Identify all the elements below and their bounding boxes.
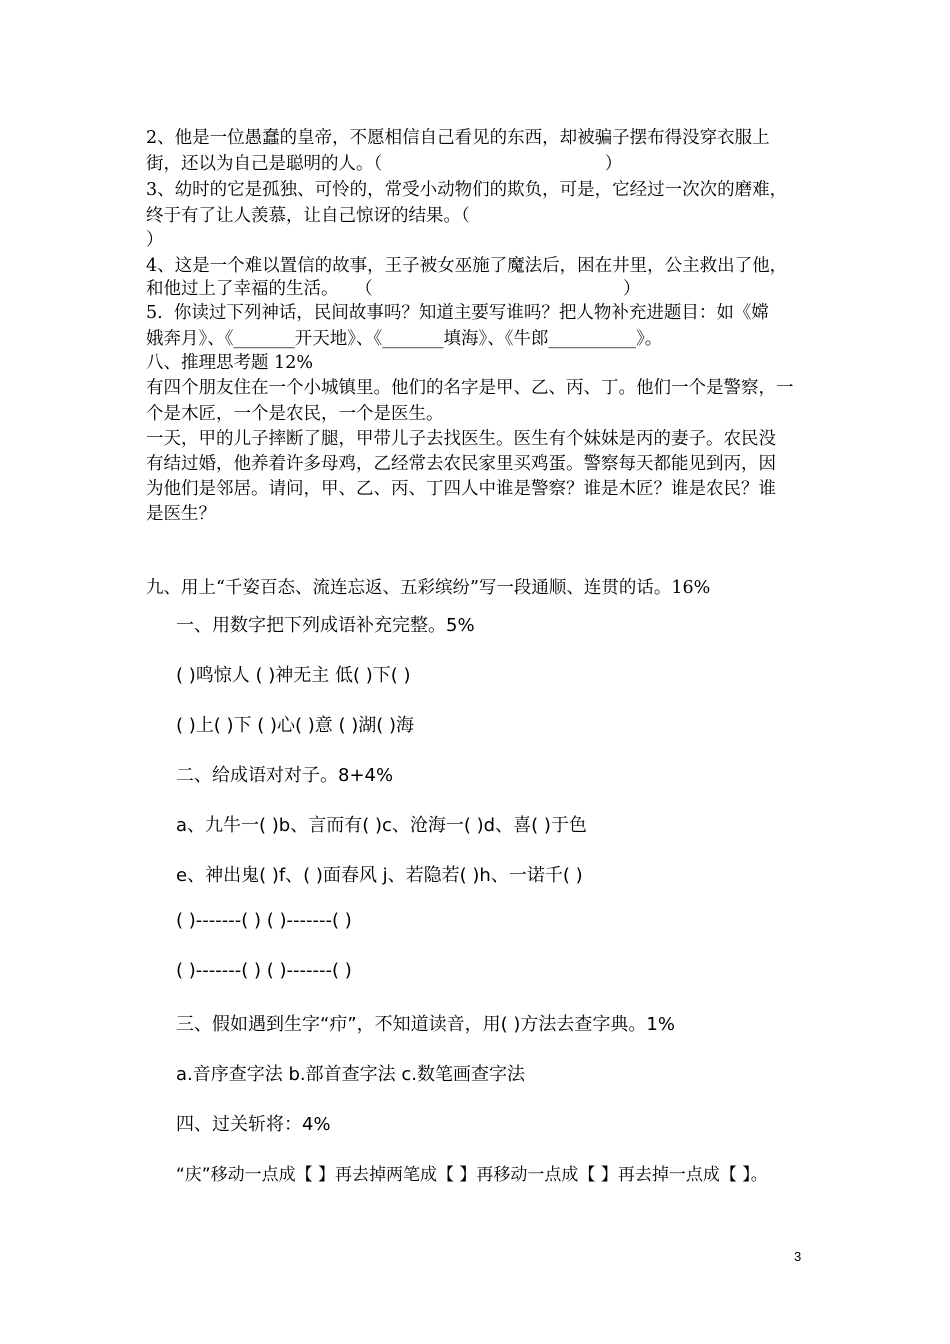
q2-line-2: 街，还以为自己是聪明的人。（ ） — [146, 154, 623, 174]
section-8-title: 八、推理思考题 12% — [146, 353, 313, 373]
page-number: 3 — [794, 1249, 802, 1264]
part-2-title: 二、给成语对对子。8+4% — [176, 765, 394, 786]
q5-line-1: 5. 你读过下列神话，民间故事吗？知道主要写谁吗？把人物补充进题目：如《嫦 — [146, 303, 769, 323]
q3-line-3: ） — [146, 230, 164, 250]
part-4-title: 四、过关斩将：4% — [176, 1114, 331, 1135]
q4-line-1: 4、这是一个难以置信的故事，王子被女巫施了魔法后，困在井里，公主救出了他， — [146, 256, 788, 276]
part-2-row-2: e、神出鬼( )f、( )面春风 j、若隐若( )h、一诺千( ) — [176, 865, 583, 886]
part-2-row-3: ( )-------( ) ( )-------( ) — [176, 910, 352, 931]
part-1-row-1: ( )鸣惊人 ( )神无主 低( )下( ) — [176, 665, 411, 686]
part-3-title: 三、假如遇到生字“疖”，不知道读音，用( )方法去查字典。1% — [176, 1014, 675, 1035]
section-8-p2-line-4: 是医生？ — [146, 504, 216, 524]
q2-line-1: 2、他是一位愚蠢的皇帝，不愿相信自己看见的东西，却被骗子摆布得没穿衣服上 — [146, 128, 770, 148]
section-8-p2-line-2: 有结过婚，他养着许多母鸡，乙经常去农民家里买鸡蛋。警察每天都能见到丙，因 — [146, 454, 776, 474]
section-8-p1-line-1: 有四个朋友住在一个小城镇里。他们的名字是甲、乙、丙、丁。他们一个是警察，一 — [146, 378, 794, 398]
part-2-row-1: a、九牛一( )b、言而有( )c、沧海一( )d、喜( )于色 — [176, 815, 587, 836]
q4-line-2: 和他过上了幸福的生活。 （ ） — [146, 279, 641, 299]
q3-line-1: 3、幼时的它是孤独、可怜的，常受小动物们的欺负，可是，它经过一次次的磨难， — [146, 180, 788, 200]
section-8-p2-line-1: 一天，甲的儿子摔断了腿，甲带儿子去找医生。医生有个妹妹是丙的妻子。农民没 — [146, 429, 776, 449]
part-3-options: a.音序查字法 b.部首查字法 c.数笔画查字法 — [176, 1064, 525, 1085]
q3-line-2: 终于有了让人羡慕，让自己惊讶的结果。（ — [146, 206, 470, 226]
q5-line-2: 娥奔月》、《_______开天地》、《_______填海》、《牛郎__________》。 — [146, 329, 663, 349]
part-4-text: “庆”移动一点成【 】再去掉两笔成【 】再移动一点成【 】再去掉一点成【 】。 — [176, 1165, 768, 1185]
part-1-title: 一、用数字把下列成语补充完整。5% — [176, 615, 475, 636]
section-8-p1-line-2: 个是木匠，一个是农民，一个是医生。 — [146, 404, 444, 424]
part-1-row-2: ( )上( )下 ( )心( )意 ( )湖( )海 — [176, 715, 415, 736]
section-8-p2-line-3: 为他们是邻居。请问，甲、乙、丙、丁四人中谁是警察？谁是木匠？谁是农民？谁 — [146, 479, 776, 499]
section-9-title: 九、用上“千姿百态、流连忘返、五彩缤纷”写一段通顺、连贯的话。16% — [146, 578, 711, 598]
part-2-row-4: ( )-------( ) ( )-------( ) — [176, 960, 352, 981]
